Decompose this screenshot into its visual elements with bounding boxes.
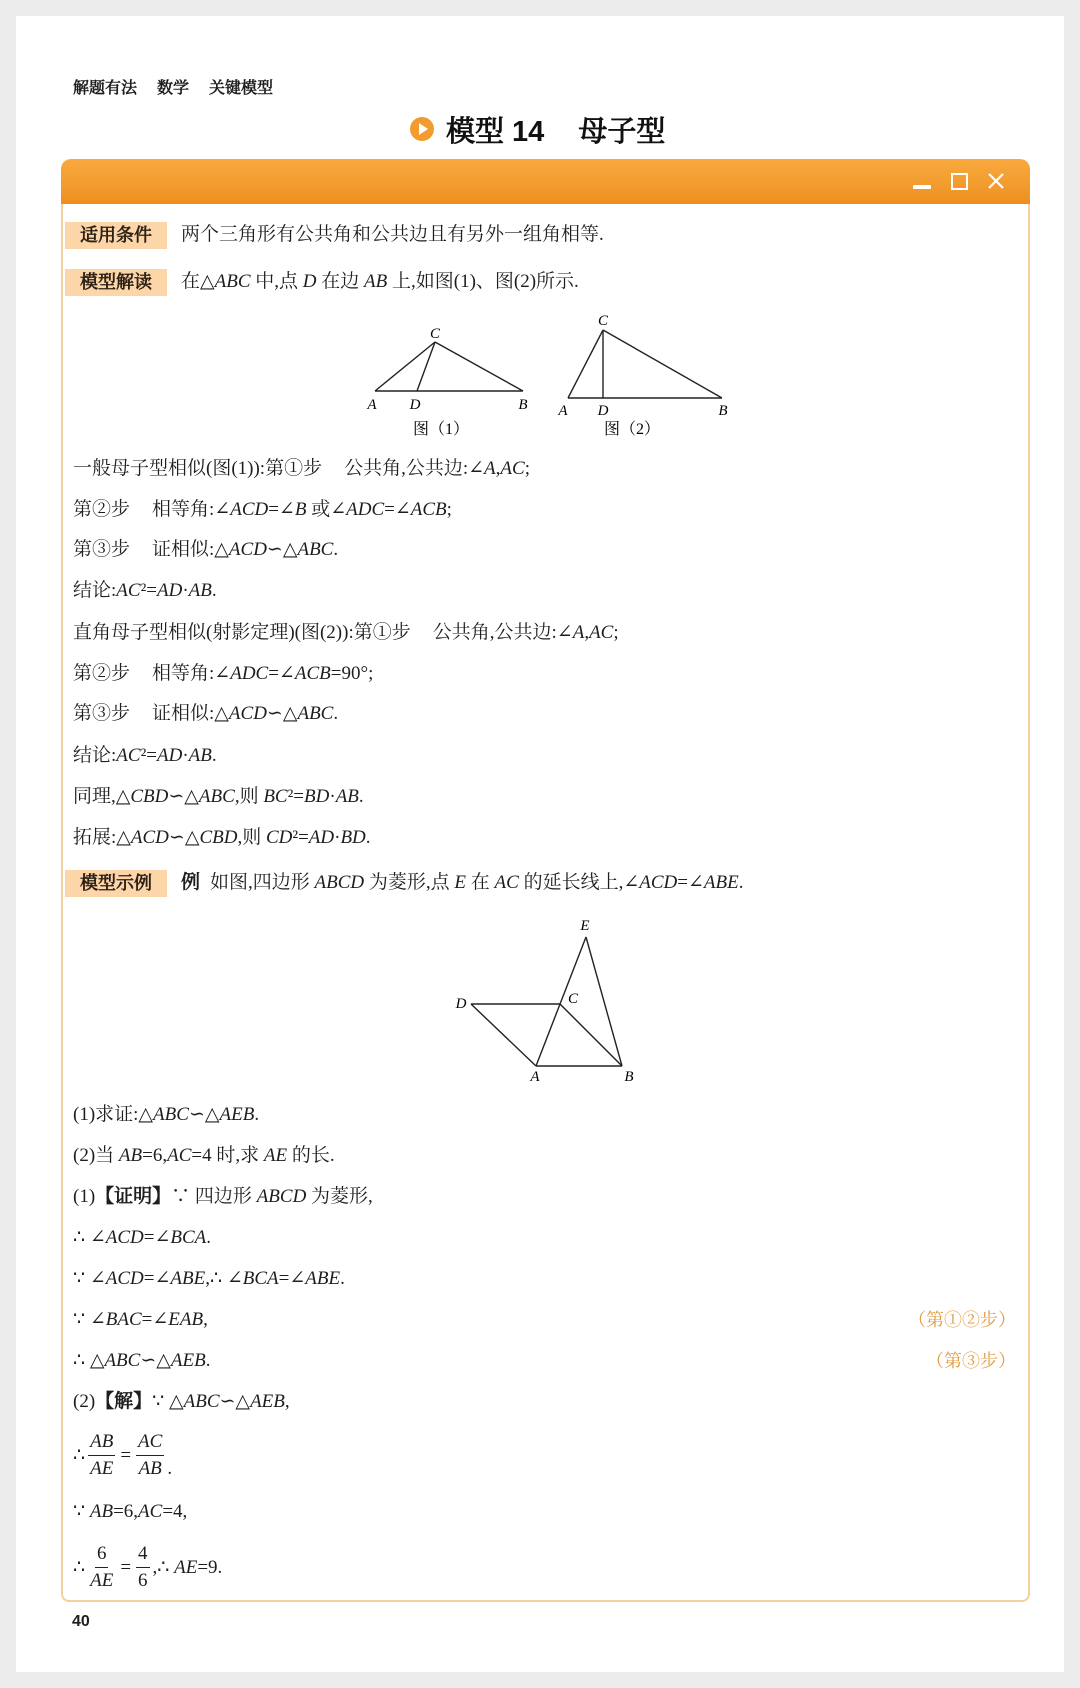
- therefore-symbol: ∴: [73, 1557, 86, 1578]
- numerator: 4: [136, 1541, 150, 1568]
- header-series: 解题有法: [73, 80, 138, 97]
- solution-tag: 【解】: [95, 1391, 153, 1412]
- fig2-label-d: D: [597, 403, 609, 419]
- right-angle-step-1: [73, 621, 619, 645]
- proof-line-1: [73, 1185, 373, 1209]
- numerator: 6: [95, 1541, 109, 1568]
- ratio-equation: [73, 1429, 172, 1482]
- right-angle-step-2: [73, 662, 373, 686]
- step-text: 证相似:△ACD∽△ABC.: [152, 539, 339, 560]
- proof-number: (1): [73, 1186, 96, 1207]
- fig1-label-b: B: [518, 397, 528, 413]
- general-conclusion: 结论:AC²=AD·AB.: [73, 580, 217, 601]
- step-lead: 第②步: [73, 499, 131, 520]
- numerator: AB: [88, 1429, 115, 1456]
- proof-text: ∵ 四边形 ABCD 为菱形,: [171, 1186, 373, 1207]
- fig3-label-d: D: [455, 996, 467, 1012]
- fig1-label-d: D: [409, 397, 421, 413]
- fig3-label-e: E: [580, 918, 590, 934]
- fraction-left: [88, 1541, 115, 1594]
- title-model-name: 母子型: [578, 115, 666, 148]
- step-text: 证相似:△ACD∽△ABC.: [152, 703, 339, 724]
- solution-text: ∵ △ABC∽△AEB,: [152, 1391, 290, 1412]
- step-text: 公共角,公共边:∠A,AC;: [344, 458, 530, 479]
- conditions-text: 两个三角形有公共角和公共边且有另外一组角相等.: [181, 224, 604, 245]
- interpretation-intro: 在△ABC 中,点 D 在边 AB 上,如图(1)、图(2)所示.: [181, 271, 579, 292]
- right-angle-conclusion: 结论:AC²=AD·AB.: [73, 745, 217, 766]
- close-icon: [987, 172, 1005, 190]
- step-lead: 第③步: [73, 539, 131, 560]
- figure-3-lines: [471, 937, 622, 1066]
- step-lead: 第③步: [73, 703, 131, 724]
- proof-tag: 【证明】: [95, 1186, 172, 1207]
- equals-sign: =: [120, 1556, 132, 1578]
- right-angle-extension: 拓展:△ACD∽△CBD,则 CD²=AD·BD.: [73, 827, 371, 848]
- fraction-left: [88, 1429, 115, 1482]
- tag-example: 模型示例: [65, 870, 167, 897]
- general-step-1: [73, 457, 530, 481]
- fig2-label-a: A: [558, 403, 568, 419]
- maximize-icon: [951, 173, 968, 190]
- play-circle-icon: [410, 117, 434, 141]
- ratio-suffix: .: [167, 1458, 173, 1479]
- step-text: 公共角,公共边:∠A,AC;: [432, 622, 619, 643]
- proof-line-5: ∴ △ABC∽△AEB.: [73, 1350, 211, 1371]
- step-note-1-2: （第①②步）: [908, 1310, 1016, 1330]
- equals-sign: =: [120, 1444, 132, 1466]
- question-1: (1)求证:△ABC∽△AEB.: [73, 1104, 260, 1125]
- example-label: 例: [181, 872, 201, 893]
- proof-line-4: ∵ ∠BAC=∠EAB,: [73, 1309, 208, 1330]
- figure-1: [375, 342, 523, 391]
- proof-line-2: ∴ ∠ACD=∠BCA.: [73, 1227, 212, 1248]
- example-problem: [181, 871, 743, 895]
- fig3-label-b: B: [624, 1069, 634, 1085]
- title-model-number: 模型 14: [446, 115, 545, 148]
- step-lead: 一般母子型相似(图(1)):第①步: [73, 458, 323, 479]
- denominator: AB: [138, 1458, 162, 1479]
- tag-conditions: 适用条件: [65, 222, 167, 249]
- fraction-right: [136, 1429, 164, 1482]
- denominator: AE: [90, 1570, 114, 1591]
- numerator: AC: [136, 1429, 164, 1456]
- proof-line-3: ∵ ∠ACD=∠ABE,∴ ∠BCA=∠ABE.: [73, 1268, 345, 1289]
- right-angle-similarly: 同理,△CBD∽△ABC,则 BC²=BD·AB.: [73, 786, 364, 807]
- denominator: 6: [138, 1570, 148, 1591]
- solution-line-1: [73, 1390, 290, 1414]
- step-lead: 第②步: [73, 663, 131, 684]
- figure-3-rhombus: [440, 915, 660, 1090]
- step-note-3: （第③步）: [926, 1351, 1016, 1371]
- window-title-bar: [61, 159, 1030, 204]
- figures-1-2: [330, 300, 750, 445]
- step-text: 相等角:∠ADC=∠ACB=90°;: [152, 663, 374, 684]
- calc-equation: [73, 1541, 222, 1594]
- solution-number: (2): [73, 1391, 96, 1412]
- header-topic: 关键模型: [209, 80, 274, 97]
- fig3-label-a: A: [530, 1069, 540, 1085]
- denominator: AE: [90, 1458, 114, 1479]
- header-subject: 数学: [157, 80, 190, 97]
- fig3-label-c: C: [567, 991, 579, 1007]
- page-title: [410, 110, 665, 148]
- page-number: 40: [72, 1613, 90, 1630]
- general-step-2: [73, 498, 452, 522]
- fig2-label-b: B: [718, 403, 728, 419]
- example-problem-text: 如图,四边形 ABCD 为菱形,点 E 在 AC 的延长线上,∠ACD=∠ABE.: [210, 872, 744, 893]
- therefore-symbol: ∴: [73, 1445, 86, 1466]
- tag-interpretation: 模型解读: [65, 269, 167, 296]
- fig1-label-a: A: [367, 397, 377, 413]
- fig1-label-c: C: [429, 326, 441, 342]
- right-angle-step-3: [73, 702, 338, 726]
- fig2-caption: 图（2）: [603, 421, 661, 438]
- figure-2: [568, 330, 722, 398]
- fig2-label-c: C: [597, 313, 609, 329]
- general-step-3: [73, 538, 338, 562]
- given-values: ∵ AB=6,AC=4,: [73, 1501, 188, 1522]
- fraction-right: [136, 1541, 150, 1594]
- calc-result: ,∴ AE=9.: [152, 1557, 223, 1578]
- step-lead: 直角母子型相似(射影定理)(图(2)):第①步: [73, 622, 411, 643]
- minimize-icon: [913, 185, 931, 189]
- step-text: 相等角:∠ACD=∠B 或∠ADC=∠ACB;: [152, 499, 452, 520]
- running-header: [73, 75, 273, 98]
- question-2: (2)当 AB=6,AC=4 时,求 AE 的长.: [73, 1145, 335, 1166]
- fig1-caption: 图（1）: [412, 421, 470, 438]
